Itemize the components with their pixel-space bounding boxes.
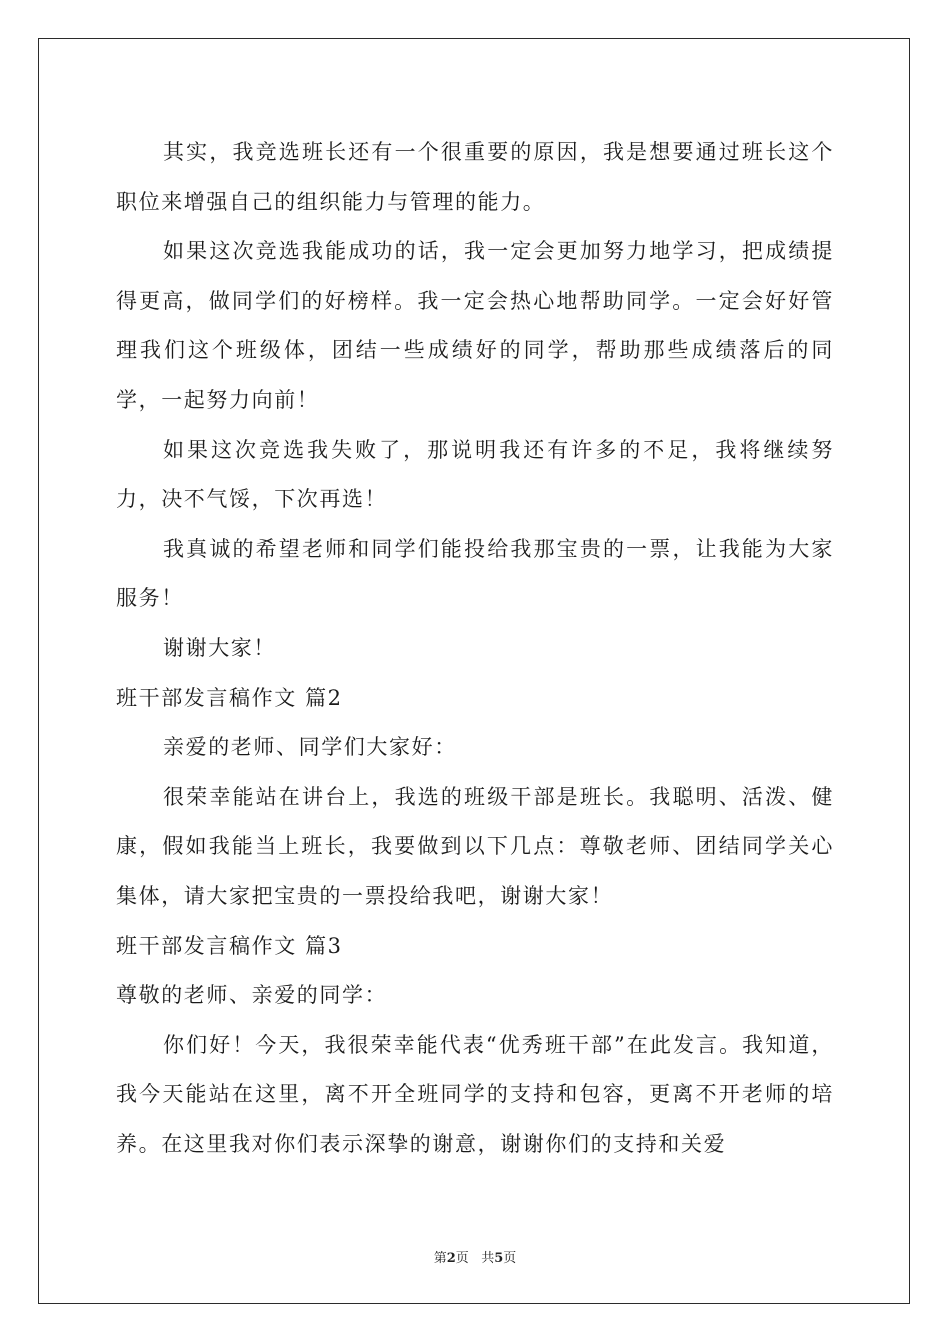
section-heading: 班干部发言稿作文 篇2 xyxy=(116,685,343,710)
paragraph: 我真诚的希望老师和同学们能投给我那宝贵的一票，让我能为大家服务！ xyxy=(116,536,834,611)
current-page-number: 2 xyxy=(446,1251,456,1266)
document-body xyxy=(116,128,834,1169)
paragraph: 如果这次竞选我能成功的话，我一定会更加努力地学习，把成绩提得更高，做同学们的好榜样。我一定会热心地帮助同学。一定会好好管理我们这个班级体，团结一些成绩好的同学，帮助那些成绩落后的同学，一起努力向前！ xyxy=(116,239,834,412)
section-heading: 班干部发言稿作文 篇3 xyxy=(116,933,343,958)
footer-page-suffix: 页 xyxy=(455,1251,469,1266)
paragraph: 其实，我竞选班长还有一个很重要的原因，我是想要通过班长这个职位来增强自己的组织能力与管理的能力。 xyxy=(116,140,834,214)
greeting: 亲爱的老师、同学们大家好： xyxy=(163,735,457,760)
greeting: 尊敬的老师、亲爱的同学： xyxy=(116,983,388,1008)
paragraph: 如果这次竞选我失败了，那说明我还有许多的不足，我将继续努力，决不气馁，下次再选！ xyxy=(116,437,834,512)
paragraph: 很荣幸能站在讲台上，我选的班级干部是班长。我聪明、活泼、健康，假如我能当上班长，我要做到以下几点：尊敬老师、团结同学关心集体，请大家把宝贵的一票投给我吧，谢谢大家！ xyxy=(116,784,834,908)
page-footer xyxy=(0,1247,950,1266)
footer-total-suffix: 页 xyxy=(503,1251,517,1266)
paragraph: 你们好！今天，我很荣幸能代表“优秀班干部”在此发言。我知道，我今天能站在这里，离不开全班同学的支持和包容，更离不开老师的培养。在这里我对你们表示深挚的谢意，谢谢你们的支持和关爱 xyxy=(116,1032,834,1156)
total-page-number: 5 xyxy=(494,1251,504,1266)
paragraph: 谢谢大家！ xyxy=(163,635,276,660)
footer-prefix: 第 xyxy=(433,1251,447,1266)
footer-total-prefix: 共 xyxy=(481,1251,495,1266)
